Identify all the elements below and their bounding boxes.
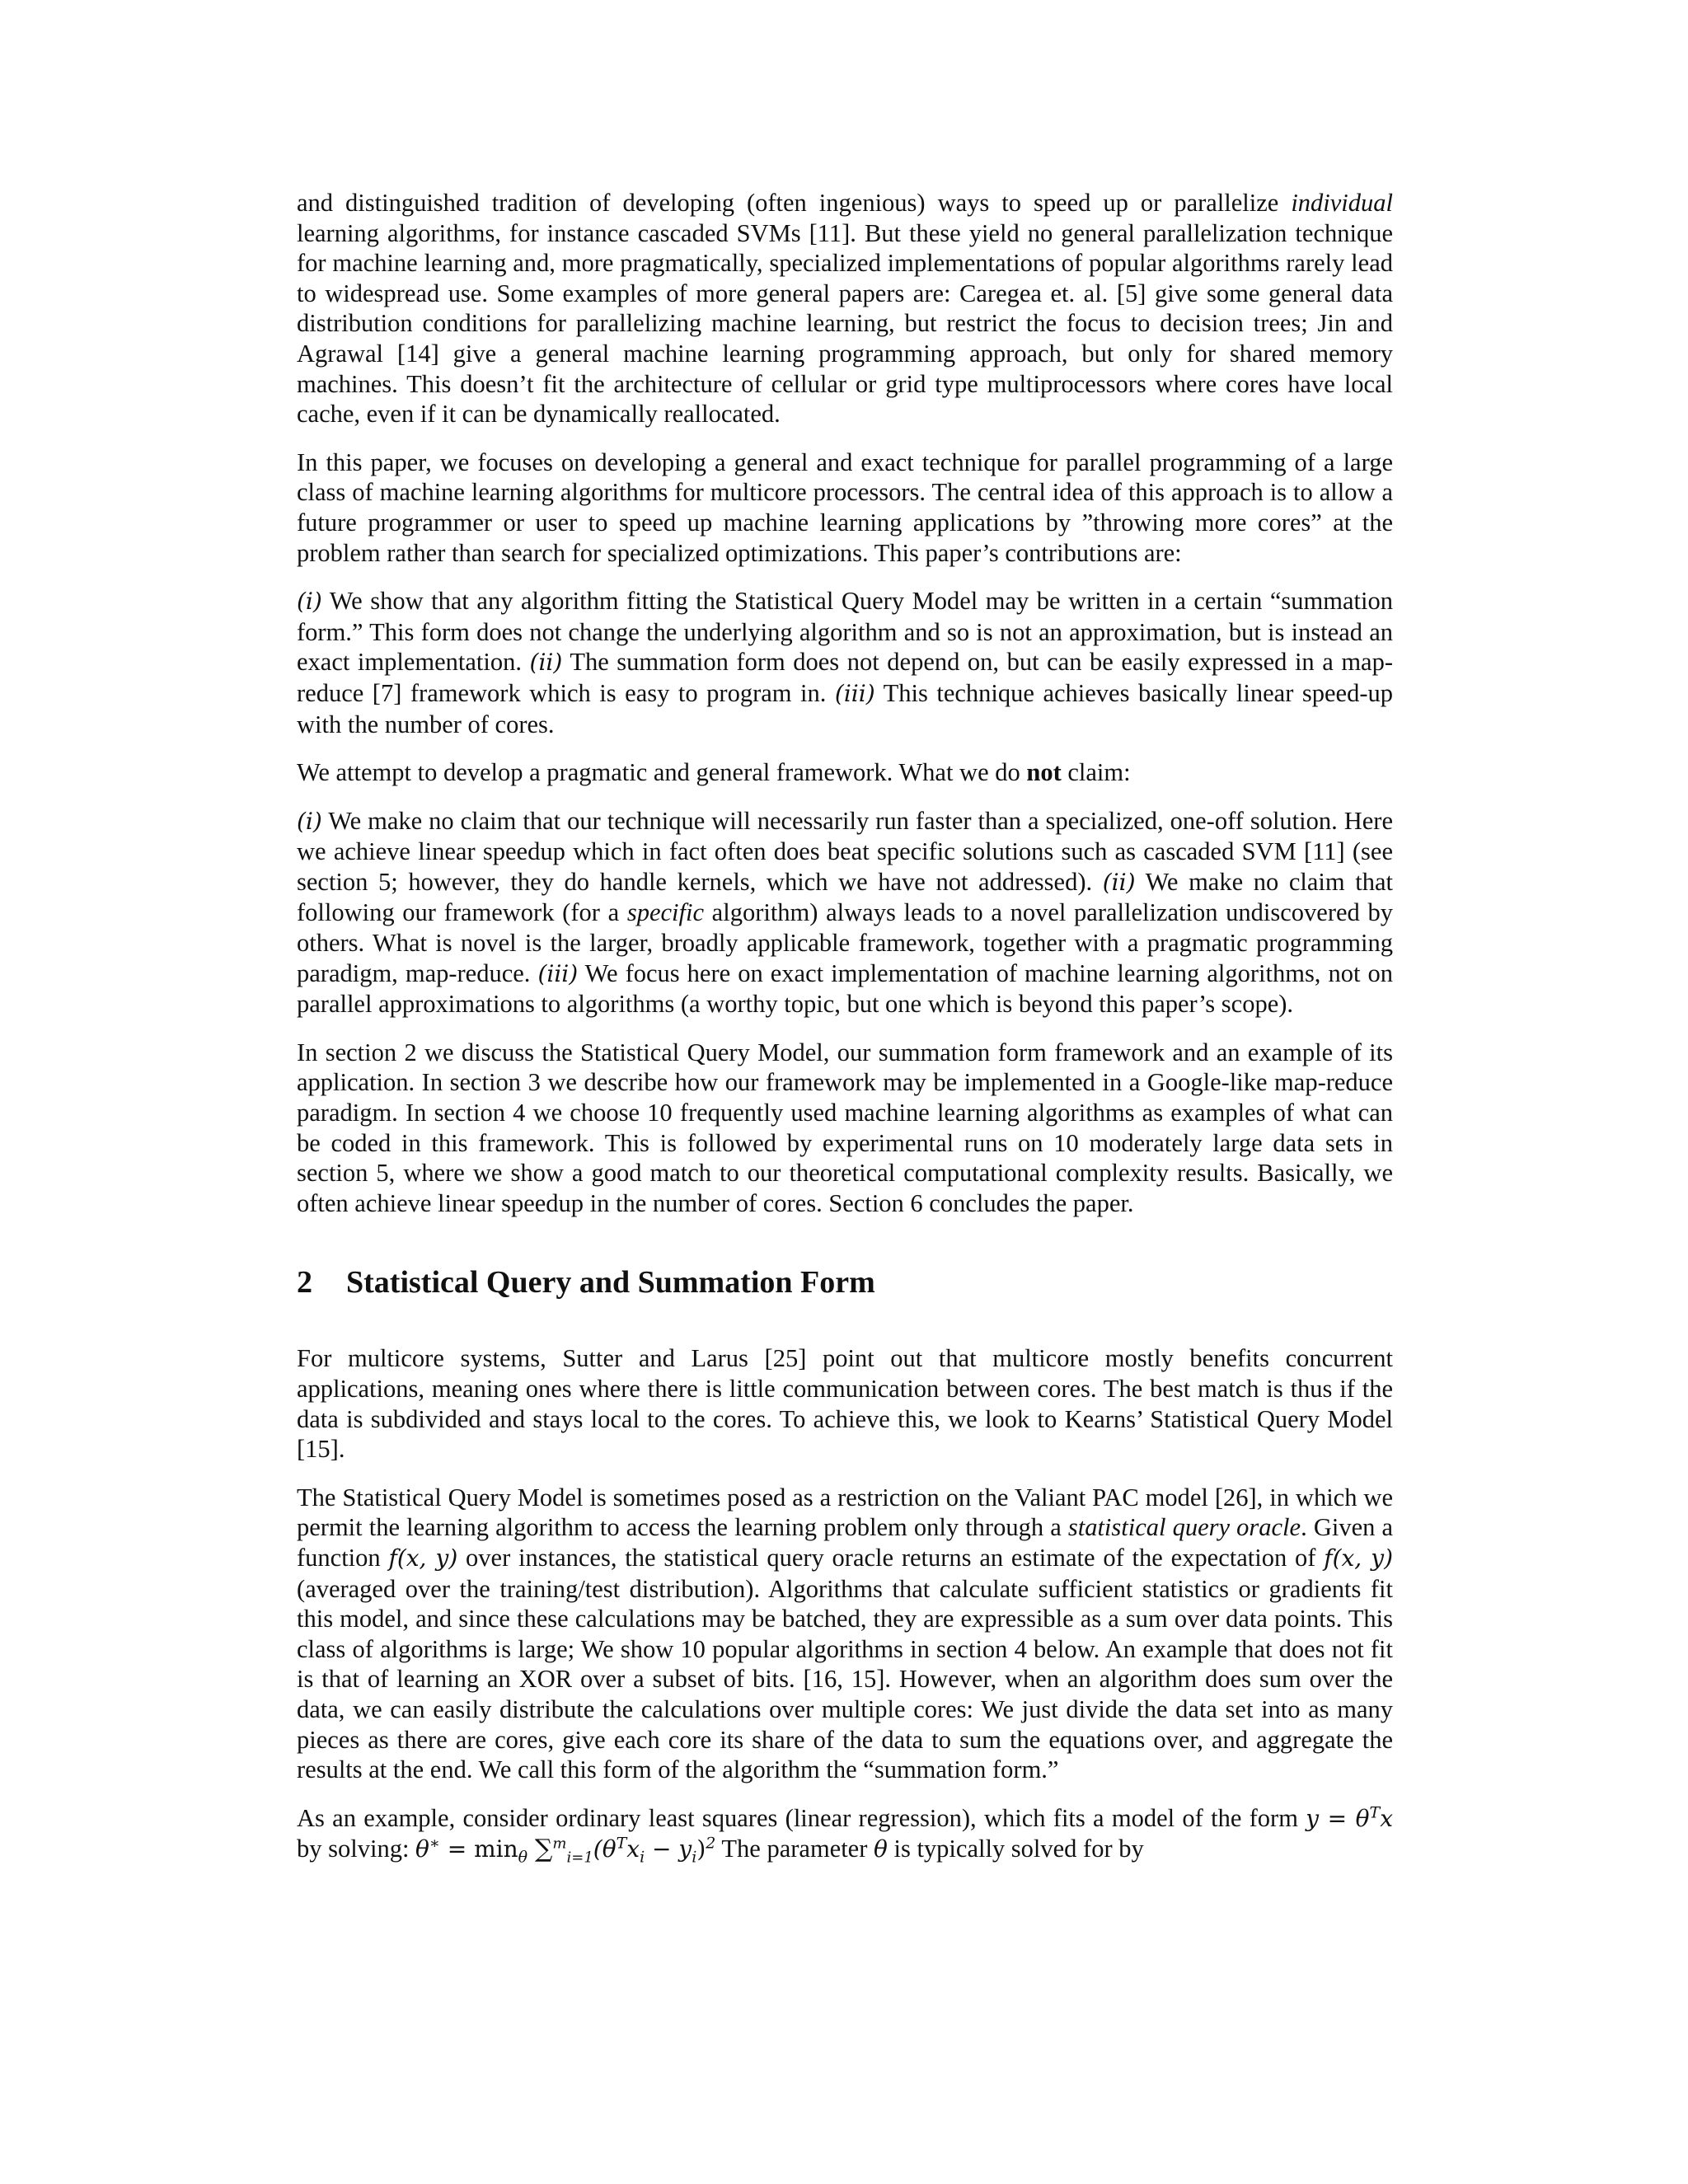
page-body [297, 188, 1393, 1883]
paragraph-statistical-query-model: The Statistical Query Model is sometimes posed as a restriction on the Valiant PAC model [26], in which we permit the learning algorithm to access the learning problem only through a statistical query oracle. Given a function f(x, y) over instances, the statistical query oracle returns an estimate of the expectation of f(x, y) (averaged over the training/test distribution). Algorithms that calculate sufficient statistics or gradients fit this model, and since these calculations may be batched, they are expressible as a sum over data points. This class of algorithms is large; We show 10 popular algorithms in section 4 below. An example that does not fit is that of learning an XOR over a subset of bits. [16, 15]. However, when an algorithm does sum over the data, we can easily distribute the calculations over multiple cores: We just divide the data set into as many pieces as there are cores, give each core its share of the data to sum the equations over, and aggregate the results at the end. We call this form of the algorithm the “summation form.” [297, 1483, 1394, 1784]
paragraph-multicore: For multicore systems, Sutter and Larus [25] point out that multicore mostly benefits concurrent applications, meaning ones where there is little communication between cores. The best match is thus if the data is subdivided and stays local to the cores. To achieve this, we look to Kearns’ Statistical Query Model [15]. [297, 1344, 1393, 1464]
section-title: Statistical Query and Summation Form [346, 1265, 875, 1301]
section-heading [297, 1264, 1393, 1301]
paragraph-related-work: and distinguished tradition of developing (often ingenious) ways to speed up or parallelize individual learning algorithms, for instance cascaded SVMs [11]. But these yield no general parallelization technique for machine learning and, more pragmatically, specialized implementations of popular algorithms rarely lead to widespread use. Some examples of more general papers are: Caregea et. al. [5] give some general data distribution conditions for parallelizing machine learning, but restrict the focus to decision trees; Jin and Agrawal [14] give a general machine learning programming approach, but only for shared memory machines. This doesn’t fit the architecture of cellular or grid type multiprocessors where cores have local cache, even if it can be dynamically reallocated. [297, 189, 1393, 429]
paragraph-approach: In this paper, we focuses on developing a general and exact technique for parallel programming of a large class of machine learning algorithms for multicore processors. The central idea of this approach is to allow a future programmer or user to speed up machine learning applications by ”throwing more cores” at the problem rather than search for specialized optimizations. This paper’s contributions are: [297, 448, 1393, 567]
paragraph-non-claims: (i) We make no claim that our technique will necessarily run faster than a specialized, one-off solution. Here we achieve linear speedup which in fact often does beat specific solutions such as cascaded SVM [11] (see section 5; however, they do handle kernels, which we have not addressed). (ii) We make no claim that following our framework (for a specific algorithm) always leads to a novel parallelization undiscovered by others. What is novel is the larger, broadly applicable framework, together with a pragmatic programming paradigm, map-reduce. (iii) We focus here on exact implementation of machine learning algorithms, not on parallel approximations to algorithms (a worthy topic, but one which is beyond this paper’s scope). [297, 806, 1393, 1019]
section-number: 2 [297, 1265, 312, 1301]
math-f-x-y: f(x, y) [388, 1544, 458, 1572]
paragraph-contributions: (i) We show that any algorithm fitting the Statistical Query Model may be written in a certain “summation form.” This form does not change the underlying algorithm and so is not an approximation, but is instead an exact implementation. (ii) The summation form does not depend on, but can be easily expressed in a map-reduce [7] framework which is easy to program in. (iii) This technique achieves basically linear speed-up with the number of cores. [297, 587, 1394, 738]
paragraph-outline: In section 2 we discuss the Statistical Query Model, our summation form framework and an example of its application. In section 3 we describe how our framework may be implemented in a Google-like map-reduce paradigm. In section 4 we choose 10 frequently used machine learning algorithms as examples of what can be coded in this framework. This is followed by experimental runs on 10 moderately large data sets in section 5, where we show a good match to our theoretical computational complexity results. Basically, we often achieve linear speedup in the number of cores. Section 6 concludes the paper. [297, 1038, 1393, 1217]
math-f-x-y: f(x, y) [1324, 1544, 1393, 1572]
paragraph-not-claim-intro: We attempt to develop a pragmatic and general framework. What we do not claim: [297, 758, 1131, 787]
paragraph-least-squares-example: As an example, consider ordinary least squares (linear regression), which fits a model of the form $y = \theta^Tx$ by solving: $\theta^∗ = \min_\theta \sum^m_{i=1}(\theta^Tx_i - y_i)^2$ The parameter θ is typically solved for by [297, 1803, 1393, 1867]
equation-least-squares: $\theta^∗ = \min_\theta \sum^m_{i=1}(\theta^Tx_i - y_i)^2$ [415, 1834, 716, 1867]
equation-linear-model: $y = \theta^Tx$ [1306, 1803, 1393, 1832]
